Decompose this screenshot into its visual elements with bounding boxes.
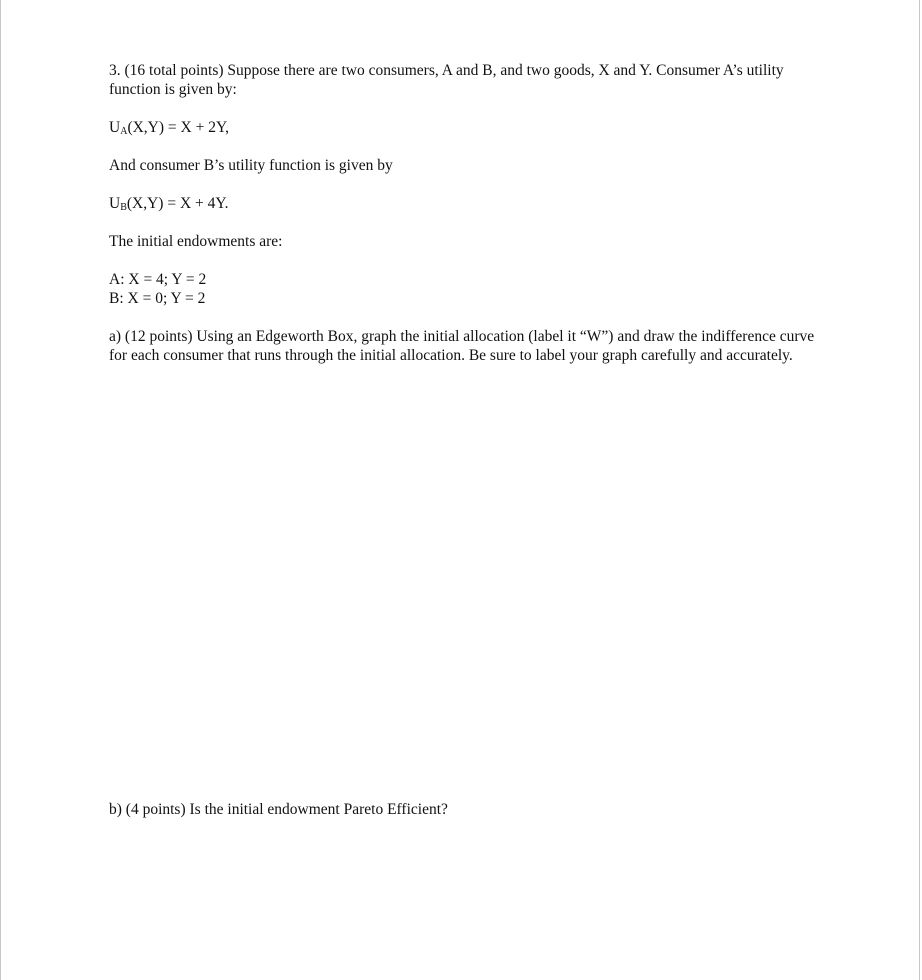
utility-b-prefix: U — [109, 195, 121, 212]
endowment-a: A: X = 4; Y = 2 — [109, 271, 207, 288]
endowment-b: B: X = 0; Y = 2 — [109, 290, 206, 307]
utility-a-expression: (X,Y) = X + 2Y, — [127, 119, 230, 136]
utility-a-subscript: A — [120, 126, 128, 137]
endowments-intro: The initial endowments are: — [109, 233, 283, 250]
consumer-b-intro: And consumer B’s utility function is given by — [109, 157, 393, 174]
part-a-question: a) (12 points) Using an Edgeworth Box, graph the initial allocation (label it “W”) and draw the indifference curve for each consumer that runs through the initial allocation. Be sure to label your graph carefully and accurately. — [109, 328, 815, 364]
endowments-list — [109, 270, 819, 308]
part-b-question: b) (4 points) Is the initial endowment Pareto Efficient? — [109, 801, 448, 818]
utility-a-prefix: U — [109, 119, 121, 136]
utility-function-a — [109, 118, 819, 137]
utility-b-subscript: B — [120, 202, 127, 213]
document-body — [109, 61, 819, 365]
utility-function-b — [109, 194, 819, 213]
question-intro: 3. (16 total points) Suppose there are two consumers, A and B, and two goods, X and Y. Consumer A’s utility function is given by: — [109, 62, 784, 98]
utility-b-expression: (X,Y) = X + 4Y. — [126, 195, 229, 212]
